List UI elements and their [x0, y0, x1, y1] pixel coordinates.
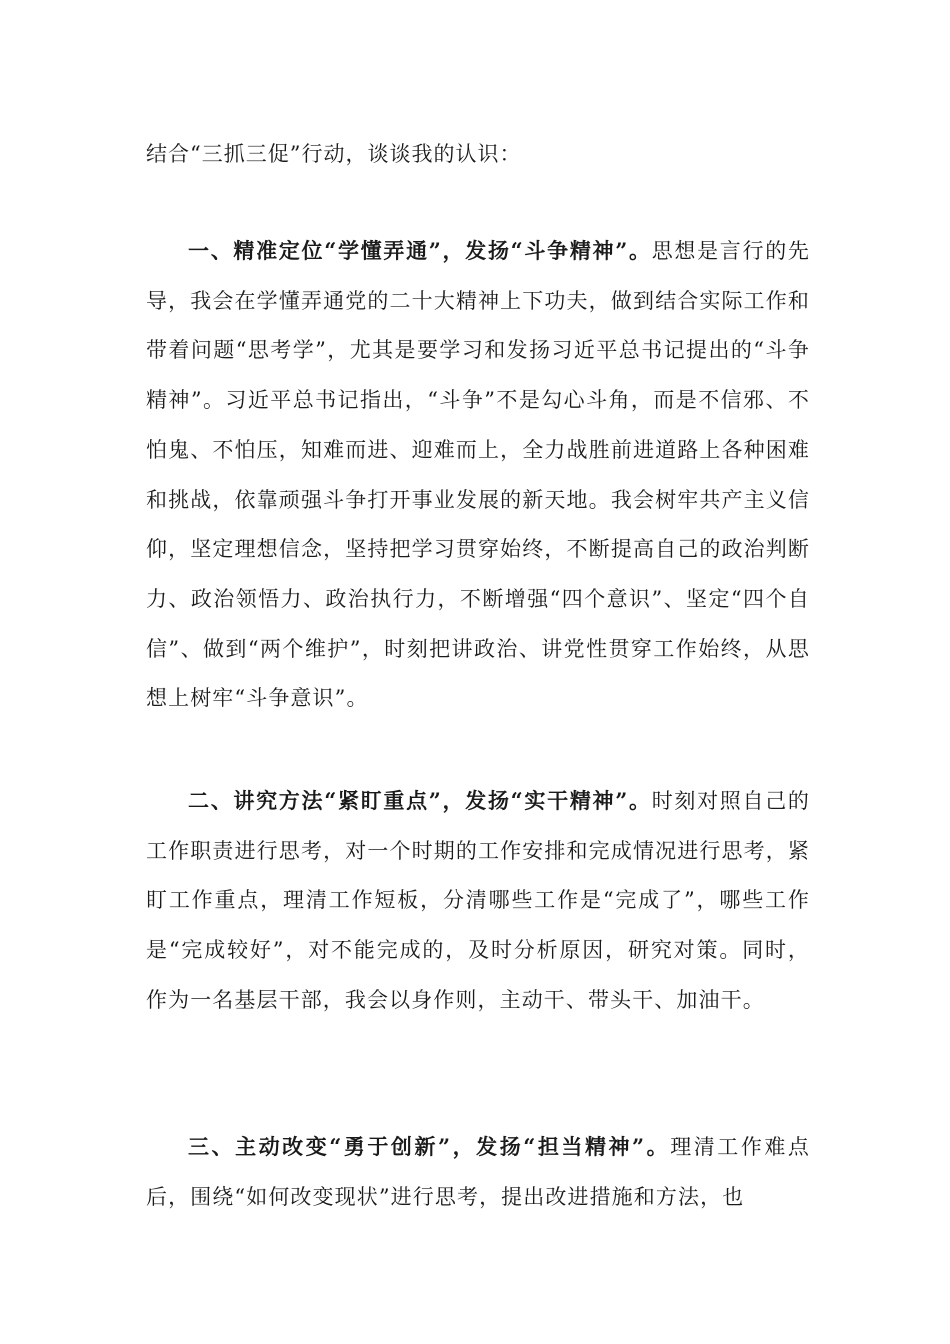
- section-2-paragraph: [146, 776, 810, 1026]
- section-3-body: 理清工作难点后，围绕“如何改变现状”进行思考，提出改进措施和方法，也: [146, 1135, 811, 1209]
- section-3-heading: 三、主动改变“勇于创新”，发扬“担当精神”。: [188, 1134, 671, 1159]
- section-2-body: 时刻对照自己的工作职责进行思考，对一个时期的工作安排和完成情况进行思考，紧盯工作重点，理清工作短板，分清哪些工作是“完成了”，哪些工作是“完成较好”，对不能完成的，及时分析原因，研究对策。同时，作为一名基层干部，我会以身作则，主动干、带头干、加油干。: [146, 789, 810, 1012]
- section-2-heading: 二、讲究方法“紧盯重点”，发扬“实干精神”。: [188, 788, 652, 813]
- intro-line: 结合“三抓三促”行动，谈谈我的认识：: [146, 142, 522, 166]
- section-1-body: 思想是言行的先导，我会在学懂弄通党的二十大精神上下功夫，做到结合实际工作和带着问题“思考学”，尤其是要学习和发扬习近平总书记提出的“斗争精神”。习近平总书记指出，“斗争”不是勾心斗角，而是不信邪、不怕鬼、不怕压，知难而进、迎难而上，全力战胜前进道路上各种困难和挑战，依靠顽强斗争打开事业发展的新天地。我会树牢共产主义信仰，坚定理想信念，坚持把学习贯穿始终，不断提高自己的政治判断力、政治领悟力、政治执行力，不断增强“四个意识”、坚定“四个自信”、做到“两个维护”，时刻把讲政治、讲党性贯穿工作始终，从思想上树牢“斗争意识”。: [146, 239, 810, 711]
- section-1-heading: 一、精准定位“学懂弄通”，发扬“斗争精神”。: [188, 238, 652, 263]
- section-1-paragraph: [146, 226, 810, 724]
- section-3-paragraph: [146, 1122, 810, 1222]
